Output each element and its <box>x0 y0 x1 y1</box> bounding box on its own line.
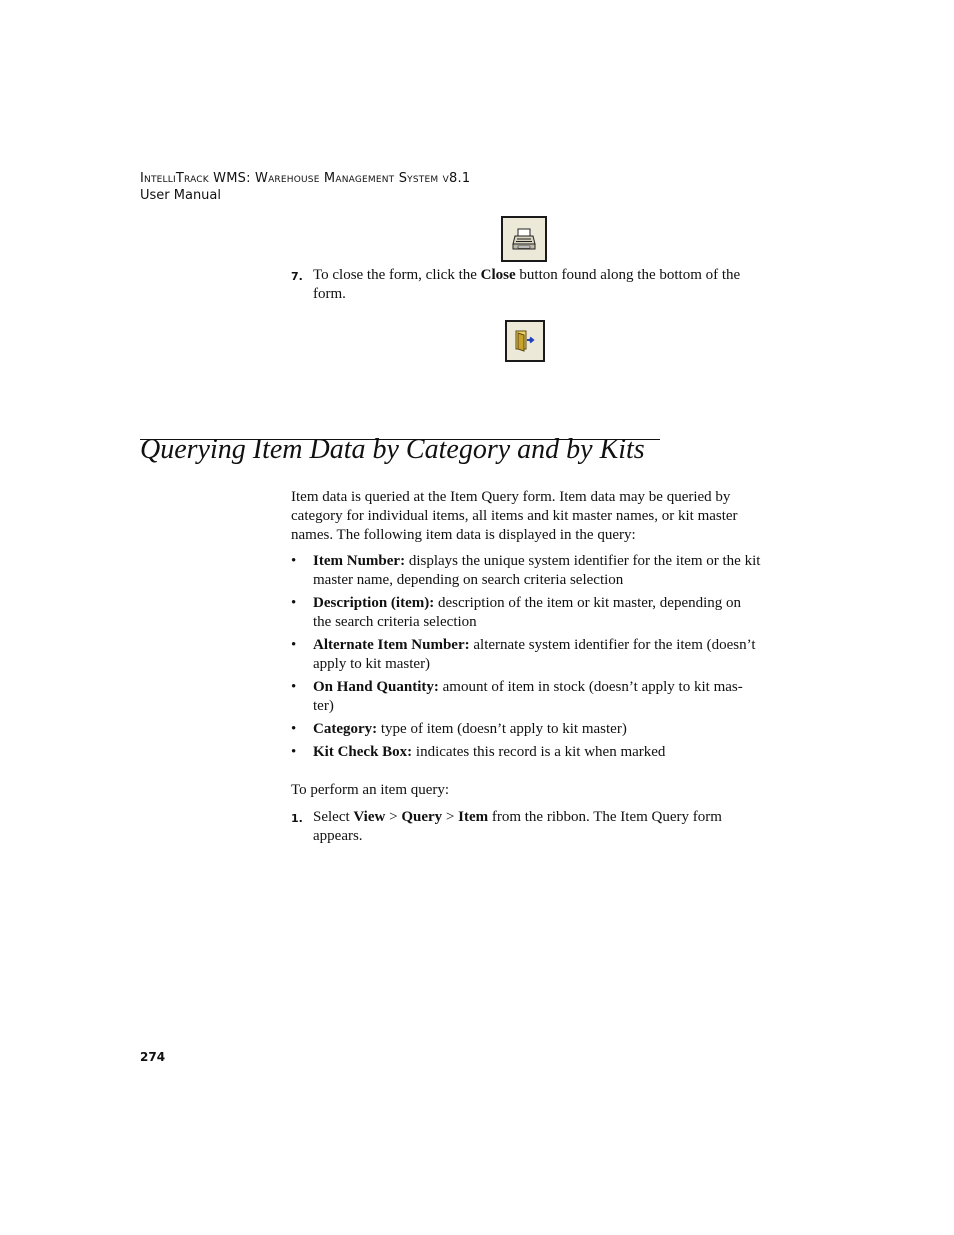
list-item: • Kit Check Box: indicates this record is a kit when marked <box>291 744 666 760</box>
field-list <box>291 552 761 766</box>
close-term: Close <box>480 267 516 283</box>
print-button[interactable] <box>501 216 547 262</box>
step-1 <box>291 808 761 846</box>
perform-intro: To perform an item query: <box>291 782 450 798</box>
printer-icon <box>503 218 545 260</box>
step-7 <box>291 266 761 304</box>
step-text: To close the form, click the Close button found along the bottom of the form. <box>313 267 741 302</box>
section-heading: Querying Item Data by Category and by Kits <box>140 434 645 465</box>
exit-door-icon <box>507 322 543 360</box>
intro-paragraph: Item data is queried at the Item Query form. Item data may be queried by category for individual items, all items and kit master names, or kit master names. The following item data is displayed in the query: <box>291 489 738 543</box>
running-header-title: IntelliTrack WMS: Warehouse Management System v8.1 <box>140 171 471 186</box>
list-item: • On Hand Quantity: amount of item in stock (doesn’t apply to kit mas-ter) <box>291 679 743 714</box>
step-number: 7. <box>291 270 303 283</box>
list-item: • Item Number: displays the unique system identifier for the item or the kit master name, depending on search criteria selection <box>291 553 761 588</box>
list-item: • Description (item): description of the item or kit master, depending on the search criteria selection <box>291 595 742 630</box>
list-item: • Alternate Item Number: alternate system identifier for the item (doesn’t apply to kit master) <box>291 637 756 672</box>
close-button[interactable] <box>505 320 545 362</box>
running-header-subtitle: User Manual <box>140 188 222 203</box>
step-number: 1. <box>291 812 303 825</box>
list-item: • Category: type of item (doesn’t apply to kit master) <box>291 721 627 737</box>
page-number: 274 <box>140 1050 166 1064</box>
step-text: Select View > Query > Item from the ribbon. The Item Query form appears. <box>313 809 722 844</box>
